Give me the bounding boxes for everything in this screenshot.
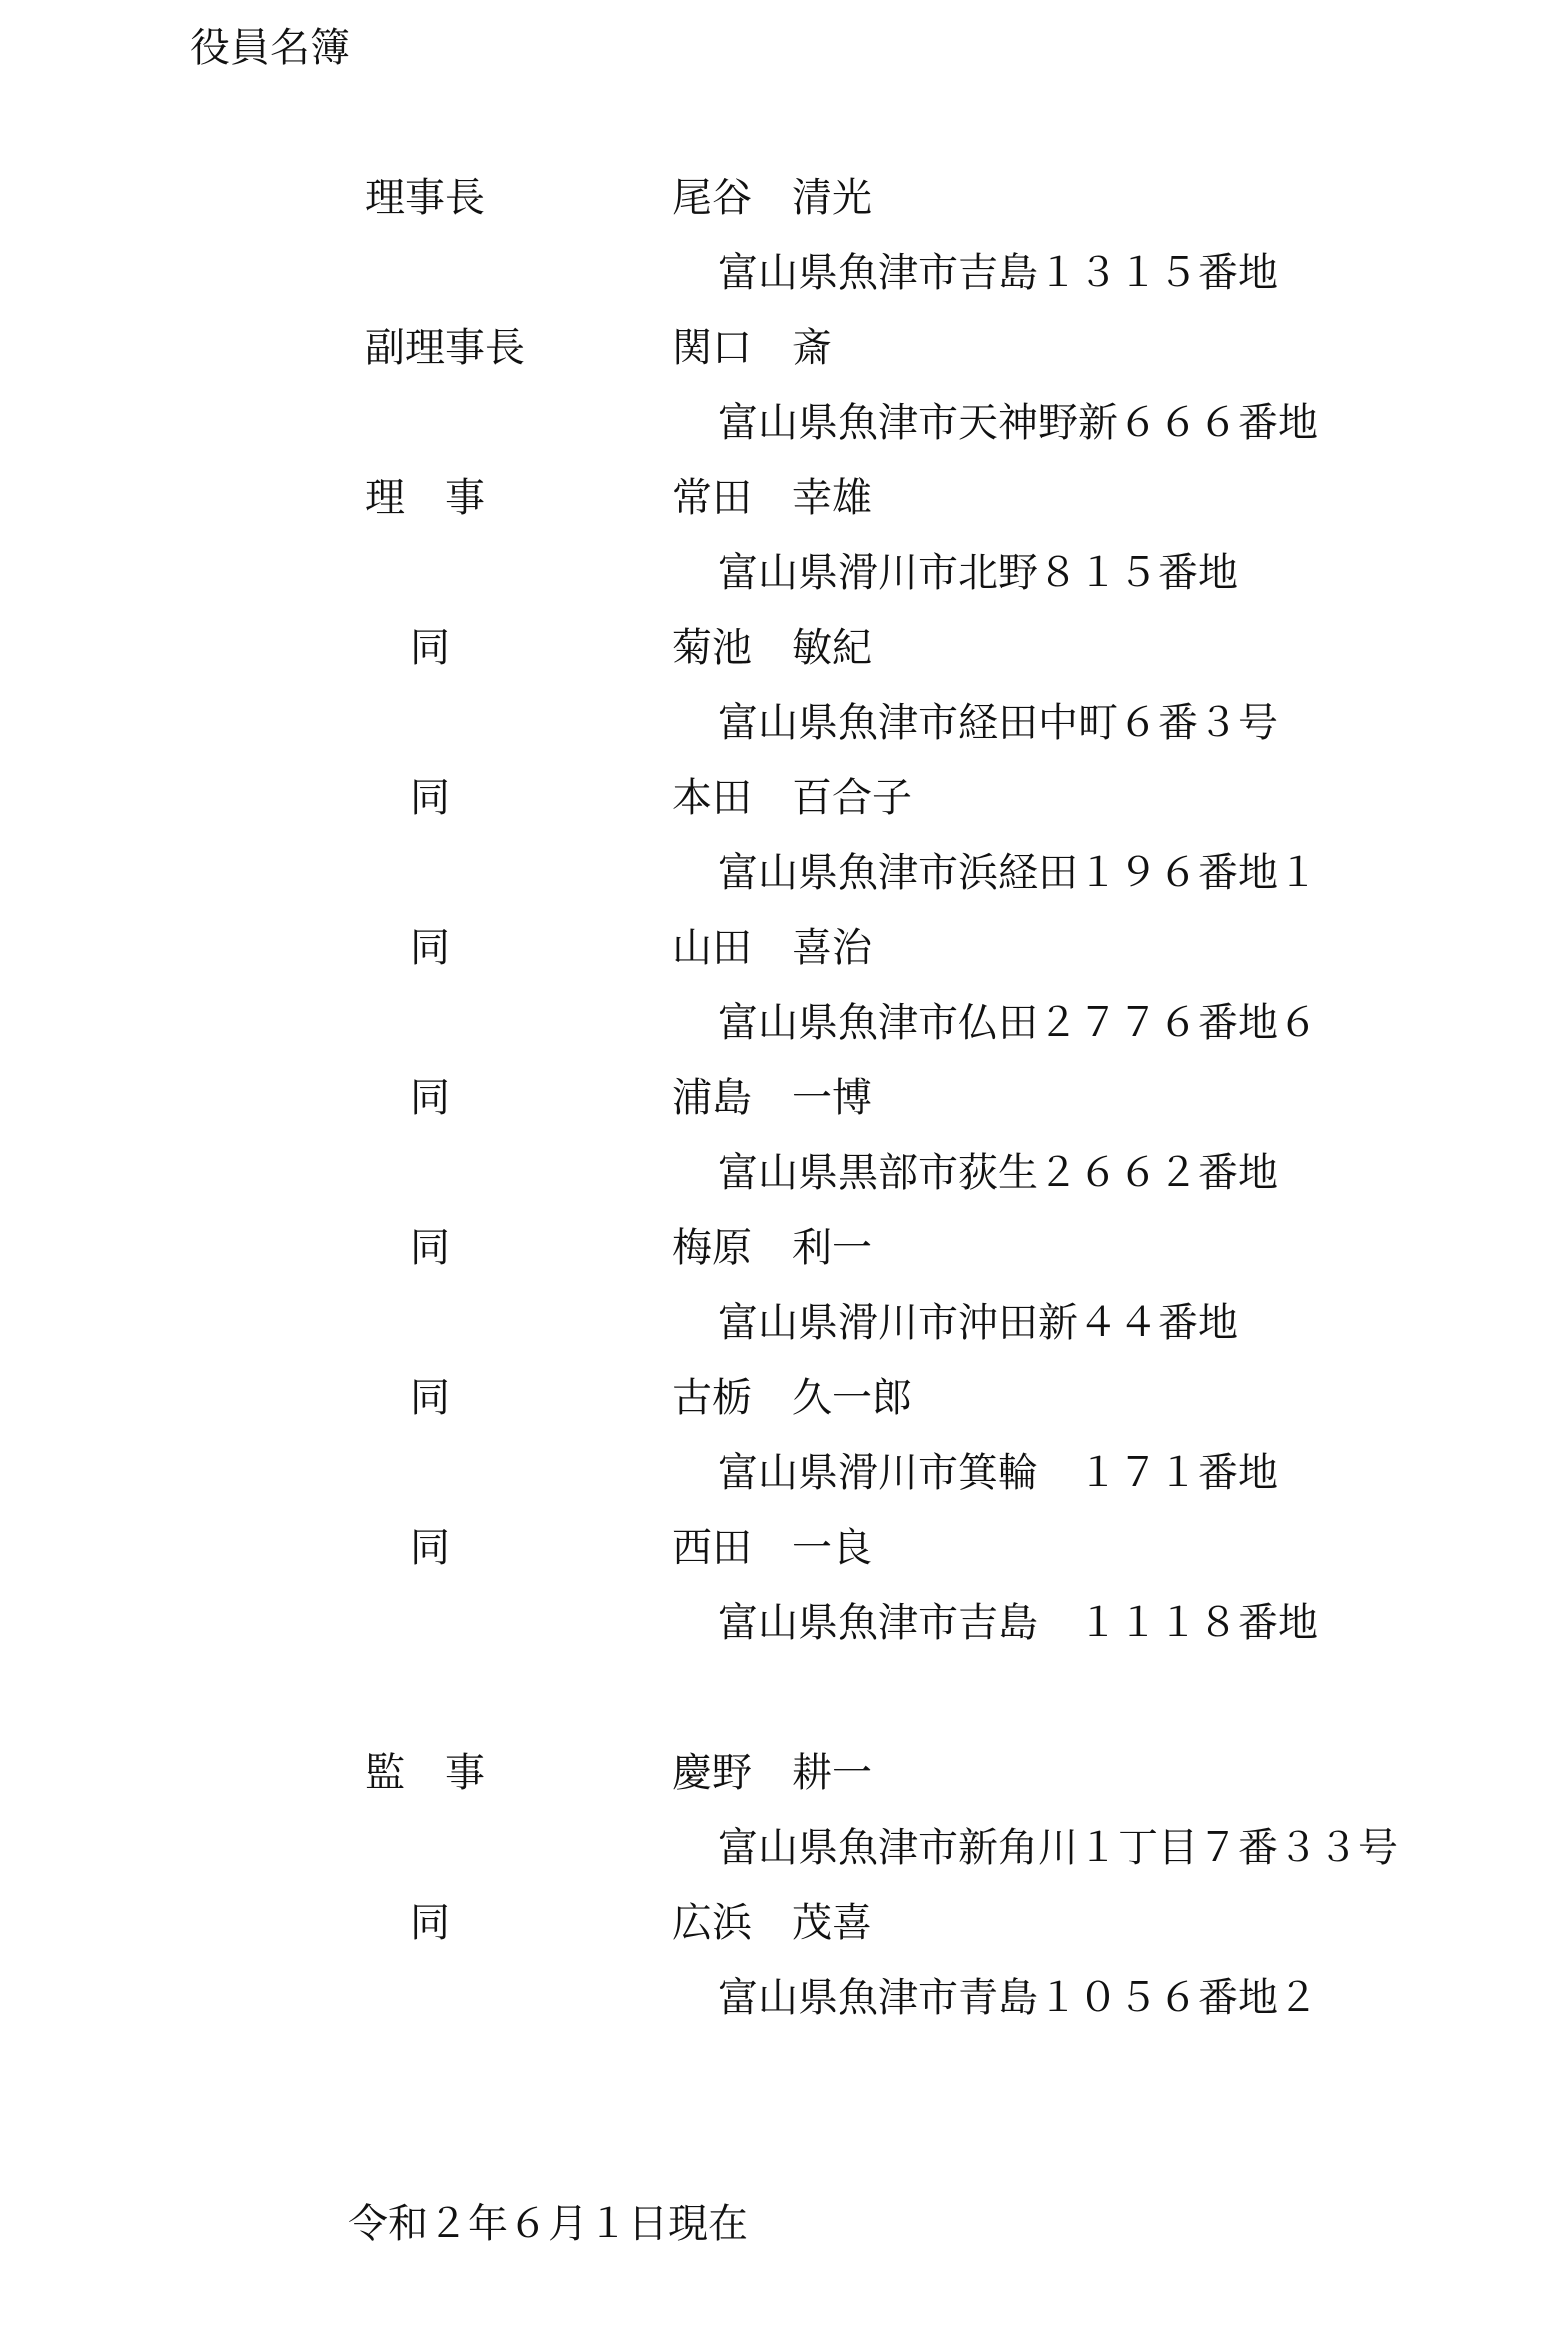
officer-name: 菊池 敏紀 <box>672 625 872 671</box>
officer-address: 富山県魚津市天神野新６６６番地 <box>718 400 1318 446</box>
officer-name: 梅原 利一 <box>672 1225 872 1271</box>
officer-role: 同 <box>410 1525 450 1571</box>
officer-name: 西田 一良 <box>672 1525 872 1571</box>
officer-role: 同 <box>410 1900 450 1946</box>
officer-address: 富山県魚津市吉島 １１１８番地 <box>718 1600 1318 1646</box>
officer-role: 同 <box>410 1375 450 1421</box>
officer-role: 同 <box>410 925 450 971</box>
officer-name: 古栃 久一郎 <box>672 1375 912 1421</box>
officer-address: 富山県滑川市北野８１５番地 <box>718 550 1238 596</box>
officer-name: 広浜 茂喜 <box>672 1900 872 1946</box>
officer-role: 理 事 <box>365 475 485 521</box>
officer-name: 慶野 耕一 <box>672 1750 872 1796</box>
officer-role: 同 <box>410 1225 450 1271</box>
officer-name: 尾谷 清光 <box>672 175 872 221</box>
officer-role: 理事長 <box>365 175 485 221</box>
officer-address: 富山県魚津市経田中町６番３号 <box>718 700 1278 746</box>
officer-role: 同 <box>410 625 450 671</box>
officer-name: 本田 百合子 <box>672 775 912 821</box>
officer-address: 富山県魚津市浜経田１９６番地１ <box>718 850 1318 896</box>
officer-address: 富山県滑川市箕輪 １７１番地 <box>718 1450 1278 1496</box>
officer-address: 富山県黒部市荻生２６６２番地 <box>718 1150 1278 1196</box>
officer-address: 富山県魚津市青島１０５６番地２ <box>718 1975 1318 2021</box>
officer-name: 浦島 一博 <box>672 1075 872 1121</box>
officer-address: 富山県魚津市新角川１丁目７番３３号 <box>718 1825 1398 1871</box>
officer-address: 富山県滑川市沖田新４４番地 <box>718 1300 1238 1346</box>
officer-name: 山田 喜治 <box>672 925 872 971</box>
page-title: 役員名簿 <box>190 25 350 71</box>
officer-name: 関口 斎 <box>672 325 832 371</box>
officer-address: 富山県魚津市仏田２７７６番地６ <box>718 1000 1318 1046</box>
officer-address: 富山県魚津市吉島１３１５番地 <box>718 250 1278 296</box>
officer-role: 副理事長 <box>365 325 525 371</box>
as-of-date: 令和２年６月１日現在 <box>348 2201 748 2247</box>
officer-name: 常田 幸雄 <box>672 475 872 521</box>
officer-role: 同 <box>410 1075 450 1121</box>
officer-role: 同 <box>410 775 450 821</box>
officer-role: 監 事 <box>365 1750 485 1796</box>
